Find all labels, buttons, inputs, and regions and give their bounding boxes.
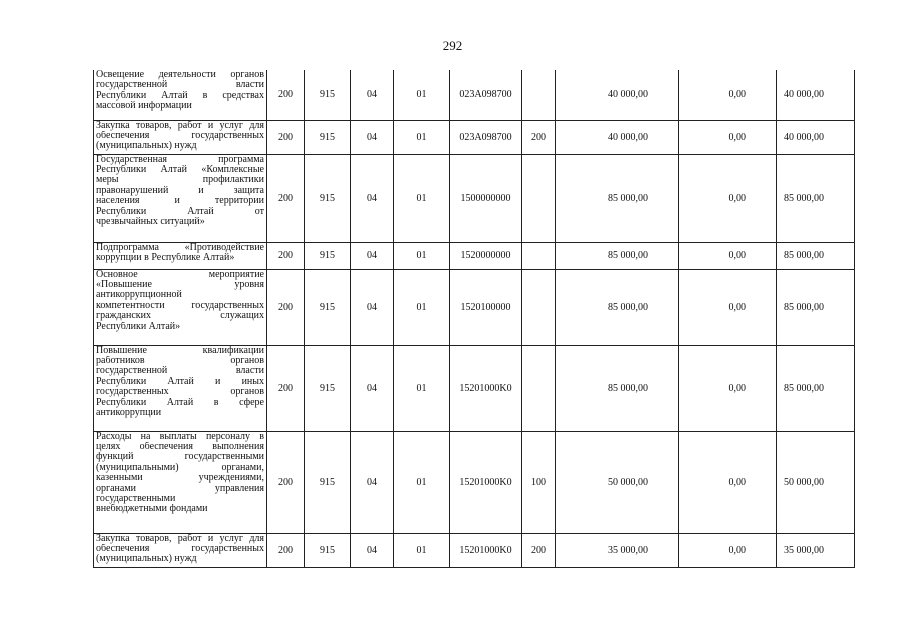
- description-line: Основное мероприятие: [96, 269, 264, 280]
- subsection-code-cell: 01: [394, 70, 450, 120]
- subsection-code-cell: 01: [394, 533, 450, 567]
- description-line: государственной власти: [96, 366, 264, 377]
- row-description: [94, 242, 267, 269]
- description-line: (муниципальными) органами,: [96, 462, 264, 473]
- description-line: государственных органов: [96, 387, 264, 398]
- amount-change-cell: 0,00: [679, 120, 777, 154]
- amount-total-cell: 50 000,00: [777, 431, 855, 533]
- description-line: органами управления: [96, 483, 264, 494]
- row-description: [94, 120, 267, 154]
- description-line: Республики Алтай в средствах: [96, 90, 264, 101]
- amount-cell: 85 000,00: [556, 154, 679, 242]
- expense-type-cell: [522, 269, 556, 345]
- admin-code-cell: 200: [267, 431, 305, 533]
- description-line: функций государственными: [96, 452, 264, 463]
- description-line: обеспечения государственных: [96, 543, 264, 554]
- ministry-code-cell: 915: [305, 431, 351, 533]
- description-line: правонарушений и защита: [96, 185, 264, 196]
- ministry-code-cell: 915: [305, 242, 351, 269]
- description-line: «Повышение уровня: [96, 279, 264, 290]
- target-article-cell: 023A098700: [450, 70, 522, 120]
- description-line: Государственная программа: [96, 154, 264, 165]
- description-line: государственными: [96, 493, 176, 504]
- table-row: [94, 269, 855, 345]
- expense-type-cell: [522, 345, 556, 431]
- expense-type-cell: [522, 70, 556, 120]
- row-description: [94, 269, 267, 345]
- description-line: меры профилактики: [96, 175, 264, 186]
- ministry-code-cell: 915: [305, 70, 351, 120]
- description-line: антикоррупционной: [96, 290, 182, 301]
- row-description: [94, 70, 267, 120]
- ministry-code-cell: 915: [305, 269, 351, 345]
- expense-type-cell: [522, 242, 556, 269]
- table-body: [94, 70, 855, 567]
- admin-code-cell: 200: [267, 120, 305, 154]
- admin-code-cell: 200: [267, 242, 305, 269]
- section-code-cell: 04: [351, 269, 394, 345]
- amount-total-cell: 85 000,00: [777, 269, 855, 345]
- amount-change-cell: 0,00: [679, 269, 777, 345]
- row-description: [94, 154, 267, 242]
- description-line: Закупка товаров, работ и услуг для: [96, 533, 264, 544]
- section-code-cell: 04: [351, 431, 394, 533]
- description-line: Освещение деятельности органов: [96, 70, 264, 80]
- subsection-code-cell: 01: [394, 345, 450, 431]
- section-code-cell: 04: [351, 345, 394, 431]
- amount-cell: 40 000,00: [556, 120, 679, 154]
- table-row: [94, 242, 855, 269]
- description-line: государственной власти: [96, 80, 264, 91]
- page-number: 292: [442, 38, 463, 53]
- budget-table: [93, 70, 855, 568]
- description-line: внебюджетными фондами: [96, 504, 208, 515]
- section-code-cell: 04: [351, 242, 394, 269]
- subsection-code-cell: 01: [394, 154, 450, 242]
- ministry-code-cell: 915: [305, 345, 351, 431]
- amount-cell: 85 000,00: [556, 242, 679, 269]
- description-line: (муниципальных) нужд: [96, 141, 197, 152]
- description-line: гражданских служащих: [96, 311, 264, 322]
- amount-total-cell: 40 000,00: [777, 70, 855, 120]
- amount-cell: 35 000,00: [556, 533, 679, 567]
- amount-change-cell: 0,00: [679, 345, 777, 431]
- subsection-code-cell: 01: [394, 431, 450, 533]
- description-line: компетентности государственных: [96, 300, 264, 311]
- amount-change-cell: 0,00: [679, 242, 777, 269]
- target-article-cell: 1500000000: [450, 154, 522, 242]
- target-article-cell: 15201000K0: [450, 431, 522, 533]
- description-line: (муниципальных) нужд: [96, 554, 197, 565]
- amount-change-cell: 0,00: [679, 70, 777, 120]
- amount-total-cell: 85 000,00: [777, 345, 855, 431]
- ministry-code-cell: 915: [305, 533, 351, 567]
- description-line: Республики Алтай в сфере: [96, 397, 264, 408]
- amount-cell: 85 000,00: [556, 345, 679, 431]
- admin-code-cell: 200: [267, 533, 305, 567]
- subsection-code-cell: 01: [394, 242, 450, 269]
- admin-code-cell: 200: [267, 70, 305, 120]
- description-line: Повышение квалификации: [96, 345, 264, 356]
- description-line: коррупции в Республике Алтай»: [96, 252, 235, 263]
- description-line: Закупка товаров, работ и услуг для: [96, 120, 264, 131]
- admin-code-cell: 200: [267, 154, 305, 242]
- description-line: Республики Алтай от: [96, 206, 264, 217]
- amount-cell: 85 000,00: [556, 269, 679, 345]
- description-line: массовой информации: [96, 101, 192, 112]
- amount-cell: 40 000,00: [556, 70, 679, 120]
- target-article-cell: 1520000000: [450, 242, 522, 269]
- amount-change-cell: 0,00: [679, 154, 777, 242]
- description-line: антикоррупции: [96, 407, 162, 418]
- section-code-cell: 04: [351, 533, 394, 567]
- admin-code-cell: 200: [267, 345, 305, 431]
- description-line: обеспечения государственных: [96, 130, 264, 141]
- subsection-code-cell: 01: [394, 120, 450, 154]
- section-code-cell: 04: [351, 70, 394, 120]
- description-line: населения и территории: [96, 196, 264, 207]
- expense-type-cell: 100: [522, 431, 556, 533]
- table-row: [94, 431, 855, 533]
- amount-change-cell: 0,00: [679, 431, 777, 533]
- description-line: Республики Алтай и иных: [96, 376, 264, 387]
- description-line: Подпрограмма «Противодействие: [96, 242, 264, 253]
- row-description: [94, 533, 267, 567]
- subsection-code-cell: 01: [394, 269, 450, 345]
- description-line: чрезвычайных ситуаций»: [96, 216, 205, 227]
- expense-type-cell: 200: [522, 120, 556, 154]
- admin-code-cell: 200: [267, 269, 305, 345]
- amount-cell: 50 000,00: [556, 431, 679, 533]
- ministry-code-cell: 915: [305, 120, 351, 154]
- target-article-cell: 15201000K0: [450, 345, 522, 431]
- description-line: работников органов: [96, 355, 264, 366]
- target-article-cell: 023A098700: [450, 120, 522, 154]
- table-row: [94, 533, 855, 567]
- amount-change-cell: 0,00: [679, 533, 777, 567]
- description-line: целях обеспечения выполнения: [96, 441, 264, 452]
- description-line: Республики Алтай»: [96, 321, 181, 332]
- section-code-cell: 04: [351, 120, 394, 154]
- expense-type-cell: [522, 154, 556, 242]
- table-row: [94, 154, 855, 242]
- table-row: [94, 70, 855, 120]
- amount-total-cell: 85 000,00: [777, 154, 855, 242]
- amount-total-cell: 35 000,00: [777, 533, 855, 567]
- description-line: Республики Алтай «Комплексные: [96, 164, 264, 175]
- expense-type-cell: 200: [522, 533, 556, 567]
- section-code-cell: 04: [351, 154, 394, 242]
- ministry-code-cell: 915: [305, 154, 351, 242]
- target-article-cell: 1520100000: [450, 269, 522, 345]
- amount-total-cell: 85 000,00: [777, 242, 855, 269]
- row-description: [94, 345, 267, 431]
- table-row: [94, 120, 855, 154]
- amount-total-cell: 40 000,00: [777, 120, 855, 154]
- description-line: казенными учреждениями,: [96, 473, 264, 484]
- row-description: [94, 431, 267, 533]
- description-line: Расходы на выплаты персоналу в: [96, 431, 264, 442]
- target-article-cell: 15201000K0: [450, 533, 522, 567]
- table-row: [94, 345, 855, 431]
